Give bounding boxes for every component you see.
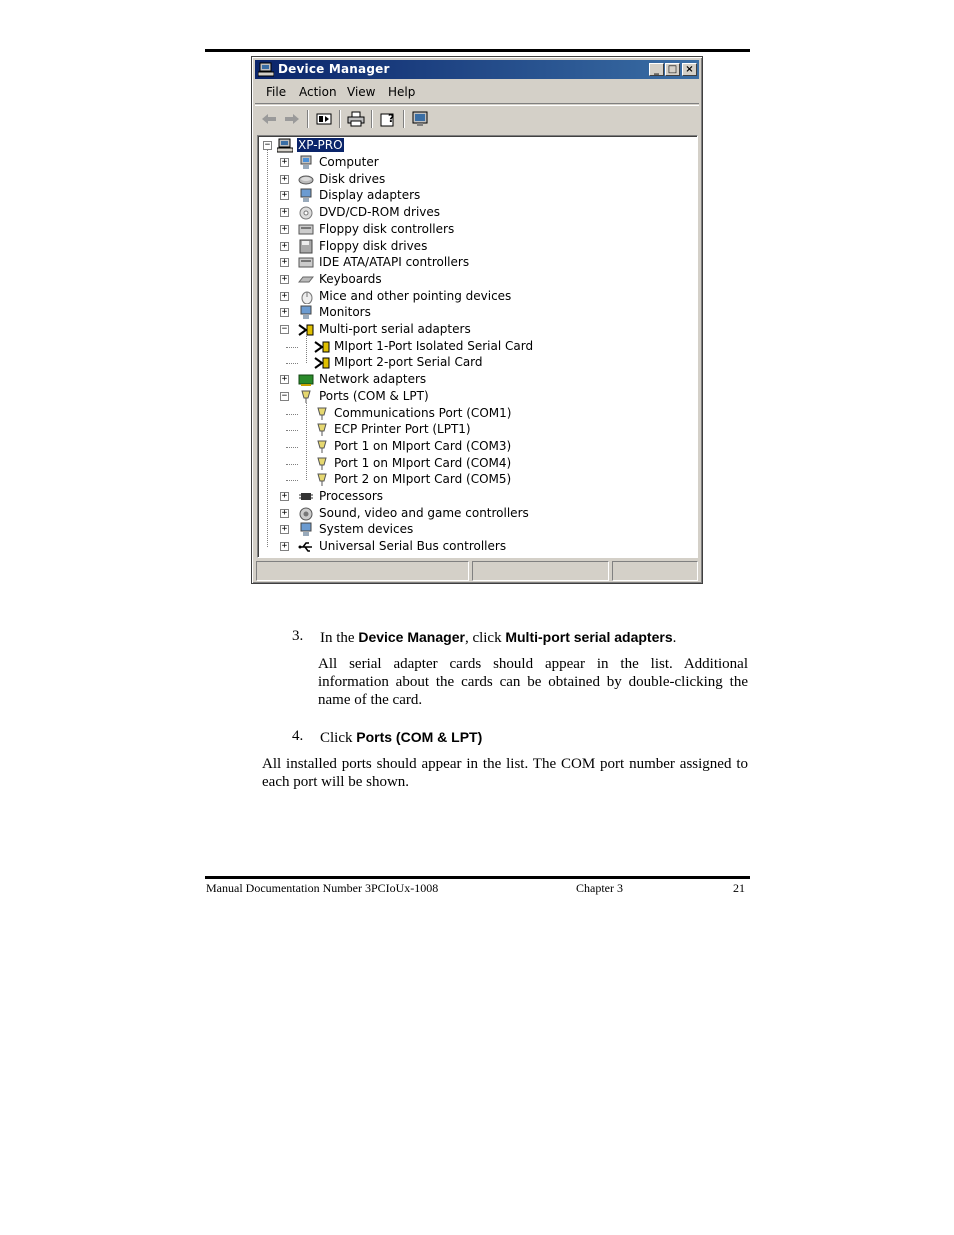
expand-icon[interactable]: + [281, 541, 288, 552]
status-panel [612, 561, 698, 581]
title-bar[interactable] [255, 60, 699, 79]
tree-item-label: Sound, video and game controllers [319, 505, 529, 520]
tree-item-label: Disk drives [319, 171, 386, 186]
expand-icon[interactable]: + [281, 524, 288, 535]
usb-icon [298, 539, 314, 554]
tree-category-item[interactable] [280, 222, 660, 238]
tree-category-item[interactable] [280, 539, 660, 555]
minimize-button[interactable]: _ [649, 63, 664, 76]
tree-category-item[interactable] [280, 188, 660, 204]
tree-child-item[interactable] [300, 422, 680, 438]
bottom-rule [205, 876, 750, 879]
port-icon [314, 472, 330, 487]
collapse-icon[interactable]: − [264, 140, 271, 150]
tree-item-label: Communications Port (COM1) [334, 405, 512, 420]
tree-child-item[interactable] [300, 355, 680, 371]
print-icon[interactable] [347, 111, 365, 127]
tree-category-item[interactable] [280, 255, 660, 271]
tree-trunk-line [267, 148, 268, 547]
tree-root-label: XP-PRO [298, 138, 343, 152]
tree-item-label: Universal Serial Bus controllers [319, 539, 507, 554]
step-3-bold-device-manager: Device Manager [358, 629, 465, 645]
step-4-prefix: Click [320, 730, 357, 746]
tree-root[interactable] [263, 138, 383, 154]
tree-category-item[interactable] [280, 305, 660, 321]
toolbar-separator [371, 110, 373, 128]
toolbar-separator [339, 110, 341, 128]
step-4-text [320, 728, 750, 747]
tree-item-label: Port 1 on MIport Card (COM3) [334, 438, 512, 453]
footer-page-number: 21 [733, 881, 745, 895]
properties-icon[interactable] [315, 111, 333, 127]
serial-adapter-icon [314, 355, 330, 370]
sound-icon [298, 506, 314, 521]
tree-item-label: Computer [319, 155, 379, 169]
keyboard-icon [298, 272, 314, 287]
step-3-detail: All serial adapter cards should appear in the list. Additional information about the cards can be obtained by double-clicking the name of the card. [318, 656, 748, 708]
tree-branch-line [286, 347, 298, 348]
step-number: 4. [292, 728, 304, 744]
network-card-icon [298, 372, 314, 387]
display-adapter-icon [298, 188, 314, 203]
step-3-middle: , click [464, 630, 506, 646]
port-icon [314, 439, 330, 454]
collapse-icon[interactable]: − [281, 390, 288, 401]
tree-child-item[interactable] [300, 439, 680, 455]
tree-item-label: ECP Printer Port (LPT1) [334, 422, 471, 437]
step-3-prefix: In the [320, 630, 359, 646]
expand-icon[interactable]: + [281, 207, 288, 218]
back-arrow-icon[interactable] [260, 111, 278, 127]
tree-category-item[interactable] [280, 272, 660, 288]
tree-child-item[interactable] [300, 339, 680, 355]
controller-icon [298, 255, 314, 270]
computer-icon [298, 155, 314, 170]
mouse-icon [298, 289, 314, 304]
menu-help[interactable]: Help [388, 85, 416, 99]
expand-icon[interactable]: + [281, 240, 288, 251]
floppy-icon [298, 239, 314, 254]
step-3-suffix: . [672, 630, 677, 646]
expand-icon[interactable]: + [281, 223, 288, 234]
expand-icon[interactable]: + [281, 190, 288, 201]
port-icon [314, 456, 330, 471]
processor-icon [298, 489, 314, 504]
step-3-text [320, 628, 750, 647]
port-icon [298, 389, 314, 404]
expand-icon[interactable]: + [281, 491, 288, 501]
tree-category-item[interactable] [280, 522, 660, 538]
step-number: 3. [292, 628, 304, 644]
expand-icon[interactable]: + [281, 374, 288, 385]
cdrom-icon [298, 205, 314, 220]
maximize-button[interactable]: □ [665, 63, 680, 76]
window-title: Device Manager [278, 62, 390, 76]
top-rule [205, 49, 750, 52]
step-4-bold-ports: Ports (COM & LPT) [356, 729, 483, 745]
tree-category-item[interactable] [280, 372, 660, 388]
status-bar [255, 561, 699, 581]
help-icon[interactable] [380, 111, 398, 127]
tree-item-label: System devices [319, 522, 414, 537]
tree-item-label: Port 1 on MIport Card (COM4) [334, 455, 512, 470]
tree-item-label: Display adapters [319, 188, 421, 203]
forward-arrow-icon[interactable] [283, 111, 301, 127]
step-3-bold-multiport: Multi-port serial adapters [505, 629, 673, 645]
svg-text:?: ? [388, 112, 395, 125]
expand-icon[interactable]: + [281, 307, 288, 318]
tree-item-label: IDE ATA/ATAPI controllers [319, 255, 470, 270]
toolbar-separator [307, 110, 309, 128]
tree-category-item[interactable] [280, 322, 660, 338]
tree-branch-line [286, 447, 298, 448]
disk-drive-icon [298, 172, 314, 187]
tree-item-label: MIport 2-port Serial Card [334, 355, 483, 370]
tree-category-item[interactable] [280, 205, 660, 221]
tree-item-label: Ports (COM & LPT) [319, 388, 429, 403]
menu-view[interactable]: View [347, 85, 376, 99]
tree-category-item[interactable] [280, 172, 660, 188]
serial-adapter-icon [314, 339, 330, 354]
serial-adapter-icon [298, 322, 314, 337]
tree-branch-line [286, 480, 298, 481]
tree-category-item[interactable] [280, 489, 660, 505]
status-panel [472, 561, 609, 581]
tree-child-item[interactable] [300, 456, 680, 472]
port-icon [314, 406, 330, 421]
collapse-icon[interactable]: − [281, 324, 288, 334]
expand-icon[interactable]: + [281, 290, 288, 301]
tree-category-item[interactable] [280, 506, 660, 522]
tree-item-label: Keyboards [319, 271, 382, 286]
expand-icon[interactable]: + [281, 273, 288, 284]
close-button[interactable]: × [682, 63, 697, 76]
controller-icon [298, 222, 314, 237]
footer-chapter: Chapter 3 [576, 881, 623, 895]
closing-paragraph: All installed ports should appear in the list. The COM port number assigned to each port will be shown. [262, 756, 748, 790]
tree-item-label: Port 2 on MIport Card (COM5) [334, 472, 512, 487]
expand-icon[interactable]: + [281, 173, 288, 184]
tree-category-item[interactable] [280, 389, 660, 405]
tree-category-item[interactable] [280, 239, 660, 255]
port-icon [314, 422, 330, 437]
tree-item-label: MIport 1-Port Isolated Serial Card [334, 338, 534, 353]
tree-item-label: Network adapters [319, 372, 427, 387]
system-icon [298, 522, 314, 537]
tree-item-label: Processors [319, 489, 384, 503]
toolbar-separator [403, 110, 405, 128]
footer-doc-number: Manual Documentation Number 3PCIoUx-1008 [206, 881, 439, 895]
tree-child-item[interactable] [300, 472, 680, 488]
tree-item-label: Floppy disk controllers [319, 221, 455, 236]
tree-item-label: DVD/CD-ROM drives [319, 205, 441, 220]
expand-icon[interactable]: + [281, 257, 288, 268]
status-panel [256, 561, 469, 581]
tree-item-label: Floppy disk drives [319, 238, 428, 253]
tree-child-item[interactable] [300, 406, 680, 422]
tree-branch-line [286, 363, 298, 364]
tree-category-item[interactable] [280, 155, 660, 171]
device-manager-icon [258, 62, 274, 77]
computer-icon [277, 138, 293, 153]
tree-item-label: Mice and other pointing devices [319, 288, 512, 303]
monitor-icon[interactable] [411, 111, 429, 127]
menu-file[interactable]: File [266, 85, 287, 99]
expand-icon[interactable]: + [281, 157, 288, 167]
device-tree[interactable] [257, 135, 698, 558]
tree-item-label: Multi-port serial adapters [319, 322, 471, 336]
tree-branch-line [286, 464, 298, 465]
device-manager-window [251, 56, 703, 584]
menu-action[interactable]: Action [299, 85, 337, 99]
toolbar [255, 105, 699, 132]
tree-branch-line [286, 414, 298, 415]
tree-item-label: Monitors [319, 305, 371, 320]
menu-bar [255, 81, 699, 104]
tree-category-item[interactable] [280, 289, 660, 305]
tree-branch-line [286, 430, 298, 431]
monitor-icon [298, 305, 314, 320]
expand-icon[interactable]: + [281, 507, 288, 518]
